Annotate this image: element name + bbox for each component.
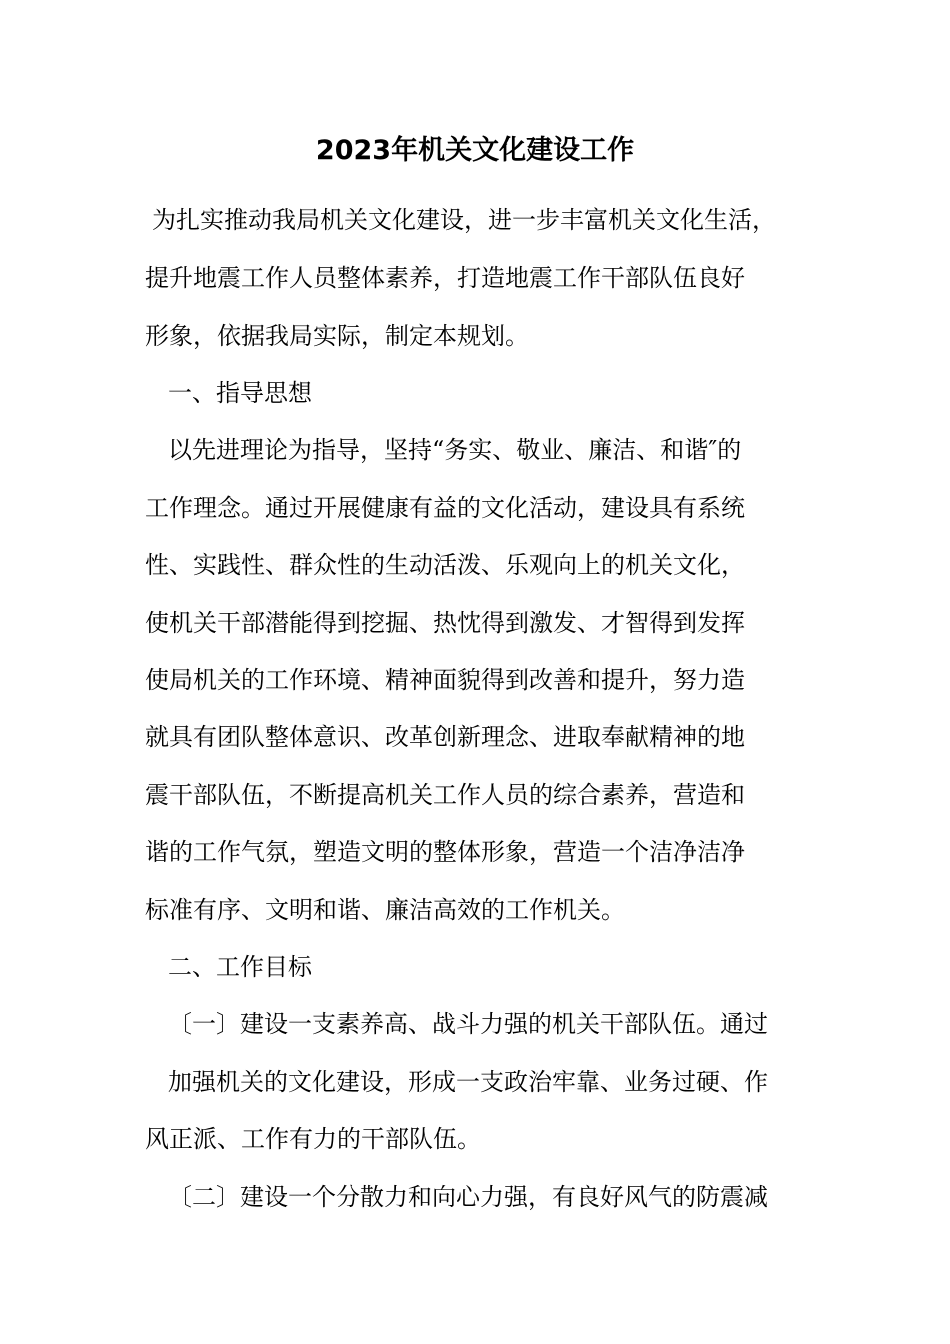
paragraph-line: 为扎实推动我局机关文化建设，进一步丰富机关文化生活， — [152, 206, 776, 234]
paragraph-line: 使局机关的工作环境、精神面貌得到改善和提升，努力造 — [145, 666, 745, 694]
paragraph-line: 标准有序、文明和谐、廉洁高效的工作机关。 — [145, 896, 625, 924]
paragraph-line: 〔一〕建设一支素养高、战斗力强的机关干部队伍。通过 — [168, 1010, 768, 1038]
paragraph-line: 工作理念。通过开展健康有益的文化活动，建设具有系统 — [145, 494, 745, 522]
section-heading: 二、工作目标 — [168, 953, 312, 981]
paragraph-line: 〔二〕建设一个分散力和向心力强，有良好风气的防震减 — [168, 1183, 768, 1211]
paragraph-line: 性、实践性、群众性的生动活泼、乐观向上的机关文化， — [145, 551, 745, 579]
section-heading: 一、指导思想 — [168, 379, 312, 407]
paragraph-line: 使机关干部潜能得到挖掘、热忱得到激发、才智得到发挥 — [145, 609, 745, 637]
paragraph-line: 加强机关的文化建设，形成一支政治牢靠、业务过硬、作 — [168, 1068, 768, 1096]
paragraph-line: 谐的工作气氛，塑造文明的整体形象，营造一个洁净洁净 — [145, 838, 745, 866]
paragraph-line: 风正派、工作有力的干部队伍。 — [145, 1125, 481, 1153]
paragraph-line: 震干部队伍，不断提高机关工作人员的综合素养，营造和 — [145, 781, 745, 809]
paragraph-line: 形象，依据我局实际，制定本规划。 — [145, 322, 529, 350]
document-title: 2023年机关文化建设工作 — [315, 135, 635, 166]
paragraph-line: 提升地震工作人员整体素养，打造地震工作干部队伍良好 — [145, 264, 745, 292]
paragraph-line: 就具有团队整体意识、改革创新理念、进取奉献精神的地 — [145, 723, 745, 751]
paragraph-line: 以先进理论为指导，坚持“务实、敬业、廉洁、和谐″的 — [168, 436, 742, 464]
